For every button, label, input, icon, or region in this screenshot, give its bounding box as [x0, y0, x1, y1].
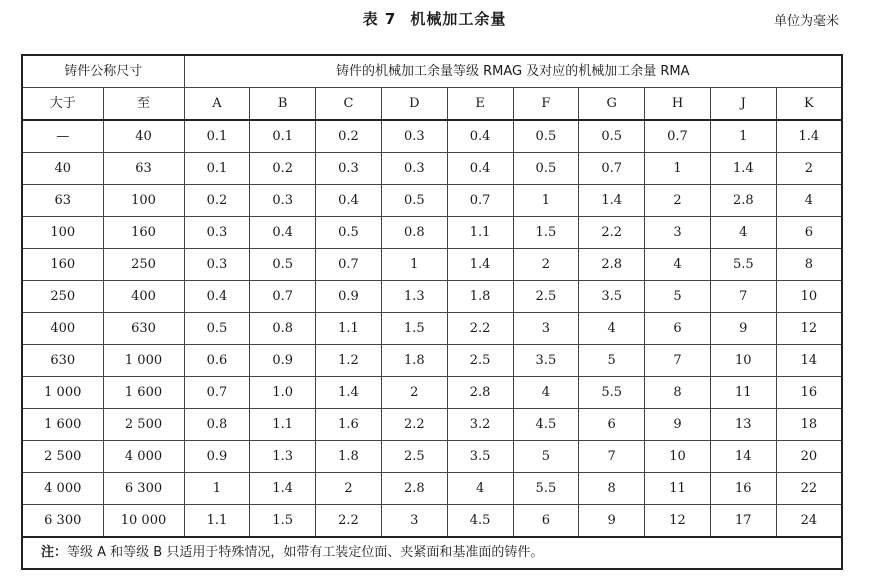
table-row	[22, 249, 842, 281]
size-to-cell: 4 000	[103, 441, 184, 473]
size-to-cell: 1 600	[103, 377, 184, 409]
table-row	[22, 441, 842, 473]
allowance-cell-f: 0.5	[513, 120, 579, 153]
allowance-cell-d: 0.3	[381, 120, 447, 153]
allowance-cell-j: 13	[710, 409, 776, 441]
grade-header-k: K	[776, 88, 842, 121]
allowance-cell-b: 1.4	[250, 473, 316, 505]
allowance-cell-g: 4	[579, 313, 645, 345]
allowance-cell-e: 0.7	[447, 185, 513, 217]
allowance-cell-f: 5	[513, 441, 579, 473]
allowance-cell-k: 2	[776, 153, 842, 185]
allowance-cell-j: 14	[710, 441, 776, 473]
allowance-cell-h: 12	[645, 505, 711, 538]
allowance-cell-c: 0.9	[316, 281, 382, 313]
grade-header-j: J	[710, 88, 776, 121]
allowance-cell-e: 2.2	[447, 313, 513, 345]
table-header	[22, 55, 842, 120]
allowance-cell-e: 2.8	[447, 377, 513, 409]
to-header: 至	[103, 88, 184, 121]
allowance-cell-g: 0.5	[579, 120, 645, 153]
allowance-cell-d: 2.8	[381, 473, 447, 505]
size-to-cell: 6 300	[103, 473, 184, 505]
size-to-cell: 2 500	[103, 409, 184, 441]
size-from-cell: 40	[22, 153, 103, 185]
allowance-cell-f: 0.5	[513, 153, 579, 185]
allowance-cell-j: 10	[710, 345, 776, 377]
table-row	[22, 345, 842, 377]
allowance-cell-j: 7	[710, 281, 776, 313]
allowance-cell-g: 8	[579, 473, 645, 505]
header-row-groups	[22, 55, 842, 88]
size-to-cell: 400	[103, 281, 184, 313]
allowance-cell-e: 1.1	[447, 217, 513, 249]
size-from-cell: 1 000	[22, 377, 103, 409]
allowance-cell-h: 0.7	[645, 120, 711, 153]
allowance-cell-c: 2	[316, 473, 382, 505]
allowance-cell-b: 0.7	[250, 281, 316, 313]
size-from-cell: 63	[22, 185, 103, 217]
allowance-cell-c: 1.8	[316, 441, 382, 473]
allowance-cell-f: 2.5	[513, 281, 579, 313]
allowance-cell-a: 0.1	[184, 120, 250, 153]
allowance-cell-d: 0.3	[381, 153, 447, 185]
grade-header-a: A	[184, 88, 250, 121]
allowance-cell-g: 0.7	[579, 153, 645, 185]
allowance-cell-h: 2	[645, 185, 711, 217]
allowance-cell-e: 0.4	[447, 153, 513, 185]
allowance-cell-a: 0.9	[184, 441, 250, 473]
allowance-cell-b: 0.5	[250, 249, 316, 281]
allowance-cell-a: 0.3	[184, 249, 250, 281]
allowance-cell-g: 2.2	[579, 217, 645, 249]
allowance-cell-f: 4	[513, 377, 579, 409]
from-header: 大于	[22, 88, 103, 121]
allowance-cell-d: 1.8	[381, 345, 447, 377]
size-to-cell: 160	[103, 217, 184, 249]
allowance-cell-d: 0.5	[381, 185, 447, 217]
allowance-cell-g: 2.8	[579, 249, 645, 281]
table-row	[22, 313, 842, 345]
size-to-cell: 63	[103, 153, 184, 185]
allowance-cell-k: 22	[776, 473, 842, 505]
table-row	[22, 473, 842, 505]
allowance-cell-d: 2.5	[381, 441, 447, 473]
allowance-cell-k: 16	[776, 377, 842, 409]
size-to-cell: 10 000	[103, 505, 184, 538]
allowance-cell-f: 1.5	[513, 217, 579, 249]
allowance-cell-c: 0.7	[316, 249, 382, 281]
table-title: 机械加工余量	[410, 10, 507, 28]
allowance-cell-d: 1.5	[381, 313, 447, 345]
allowance-cell-j: 5.5	[710, 249, 776, 281]
grade-header-d: D	[381, 88, 447, 121]
allowance-cell-h: 11	[645, 473, 711, 505]
allowance-cell-b: 0.1	[250, 120, 316, 153]
note-text: 等级 A 和等级 B 只适用于特殊情况，如带有工装定位面、夹紧面和基准面的铸件。	[67, 545, 544, 560]
table-note	[22, 537, 842, 569]
size-from-cell: —	[22, 120, 103, 153]
allowance-cell-b: 1.5	[250, 505, 316, 538]
size-to-cell: 100	[103, 185, 184, 217]
allowance-cell-d: 2	[381, 377, 447, 409]
allowance-cell-j: 1.4	[710, 153, 776, 185]
allowance-cell-k: 10	[776, 281, 842, 313]
allowance-cell-e: 2.5	[447, 345, 513, 377]
allowance-cell-f: 3.5	[513, 345, 579, 377]
allowance-cell-a: 1	[184, 473, 250, 505]
allowance-cell-b: 1.1	[250, 409, 316, 441]
allowance-cell-a: 0.5	[184, 313, 250, 345]
allowance-cell-g: 9	[579, 505, 645, 538]
allowance-cell-k: 8	[776, 249, 842, 281]
allowance-cell-a: 0.2	[184, 185, 250, 217]
allowance-cell-e: 1.4	[447, 249, 513, 281]
allowance-cell-b: 0.8	[250, 313, 316, 345]
allowance-cell-k: 14	[776, 345, 842, 377]
allowance-cell-j: 1	[710, 120, 776, 153]
allowance-cell-j: 4	[710, 217, 776, 249]
size-from-cell: 160	[22, 249, 103, 281]
table-caption	[0, 8, 869, 29]
table-row	[22, 120, 842, 153]
allowance-cell-c: 1.2	[316, 345, 382, 377]
grade-header-b: B	[250, 88, 316, 121]
size-from-cell: 4 000	[22, 473, 103, 505]
allowance-cell-a: 1.1	[184, 505, 250, 538]
allowance-cell-j: 11	[710, 377, 776, 409]
allowance-cell-h: 9	[645, 409, 711, 441]
allowance-cell-h: 7	[645, 345, 711, 377]
allowance-cell-g: 3.5	[579, 281, 645, 313]
allowance-cell-g: 6	[579, 409, 645, 441]
allowance-cell-b: 1.0	[250, 377, 316, 409]
allowance-cell-k: 20	[776, 441, 842, 473]
allowance-cell-b: 0.9	[250, 345, 316, 377]
allowance-cell-a: 0.4	[184, 281, 250, 313]
allowance-cell-f: 1	[513, 185, 579, 217]
size-from-cell: 2 500	[22, 441, 103, 473]
allowance-cell-h: 6	[645, 313, 711, 345]
note-label: 注：	[41, 545, 68, 560]
allowance-cell-b: 0.3	[250, 185, 316, 217]
table-number: 表 7	[362, 10, 397, 28]
allowance-cell-a: 0.1	[184, 153, 250, 185]
allowance-cell-e: 3.2	[447, 409, 513, 441]
allowance-cell-d: 3	[381, 505, 447, 538]
allowance-cell-g: 5.5	[579, 377, 645, 409]
allowance-cell-c: 1.6	[316, 409, 382, 441]
grade-header-h: H	[645, 88, 711, 121]
allowance-cell-g: 1.4	[579, 185, 645, 217]
table-row	[22, 217, 842, 249]
allowance-cell-k: 12	[776, 313, 842, 345]
table-row	[22, 281, 842, 313]
allowance-cell-e: 1.8	[447, 281, 513, 313]
size-to-cell: 630	[103, 313, 184, 345]
allowance-cell-d: 1	[381, 249, 447, 281]
allowance-cell-k: 24	[776, 505, 842, 538]
allowance-cell-k: 18	[776, 409, 842, 441]
grade-header-c: C	[316, 88, 382, 121]
size-from-cell: 630	[22, 345, 103, 377]
allowance-cell-c: 0.3	[316, 153, 382, 185]
allowance-cell-h: 3	[645, 217, 711, 249]
size-to-cell: 40	[103, 120, 184, 153]
allowance-cell-b: 0.4	[250, 217, 316, 249]
header-row-grades	[22, 88, 842, 121]
allowance-cell-e: 4	[447, 473, 513, 505]
allowance-cell-f: 5.5	[513, 473, 579, 505]
allowance-cell-b: 0.2	[250, 153, 316, 185]
size-to-cell: 1 000	[103, 345, 184, 377]
grade-header-g: G	[579, 88, 645, 121]
size-from-cell: 250	[22, 281, 103, 313]
allowance-cell-c: 0.4	[316, 185, 382, 217]
allowance-cell-k: 4	[776, 185, 842, 217]
allowance-cell-f: 4.5	[513, 409, 579, 441]
allowance-cell-e: 3.5	[447, 441, 513, 473]
allowance-cell-f: 2	[513, 249, 579, 281]
allowance-cell-d: 2.2	[381, 409, 447, 441]
allowance-cell-f: 6	[513, 505, 579, 538]
allowance-cell-d: 0.8	[381, 217, 447, 249]
allowance-cell-e: 4.5	[447, 505, 513, 538]
unit-label: 单位为毫米	[773, 14, 839, 29]
allowance-cell-j: 17	[710, 505, 776, 538]
table-row	[22, 409, 842, 441]
table-row	[22, 377, 842, 409]
size-from-cell: 400	[22, 313, 103, 345]
grade-group-header: 铸件的机械加工余量等级 RMAG 及对应的机械加工余量 RMA	[184, 55, 842, 88]
allowance-cell-g: 7	[579, 441, 645, 473]
machining-allowance-table	[21, 54, 843, 570]
allowance-cell-c: 1.4	[316, 377, 382, 409]
allowance-cell-a: 0.3	[184, 217, 250, 249]
allowance-cell-h: 5	[645, 281, 711, 313]
allowance-cell-c: 0.2	[316, 120, 382, 153]
allowance-cell-c: 1.1	[316, 313, 382, 345]
allowance-cell-j: 16	[710, 473, 776, 505]
table-row	[22, 505, 842, 538]
allowance-cell-h: 1	[645, 153, 711, 185]
table-row	[22, 185, 842, 217]
size-from-cell: 1 600	[22, 409, 103, 441]
table-body	[22, 120, 842, 537]
size-group-header: 铸件公称尺寸	[22, 55, 184, 88]
allowance-cell-a: 0.8	[184, 409, 250, 441]
allowance-cell-h: 10	[645, 441, 711, 473]
allowance-cell-c: 0.5	[316, 217, 382, 249]
grade-header-f: F	[513, 88, 579, 121]
allowance-cell-h: 8	[645, 377, 711, 409]
allowance-cell-j: 2.8	[710, 185, 776, 217]
table-row	[22, 153, 842, 185]
allowance-cell-k: 6	[776, 217, 842, 249]
allowance-cell-a: 0.6	[184, 345, 250, 377]
allowance-cell-j: 9	[710, 313, 776, 345]
allowance-cell-k: 1.4	[776, 120, 842, 153]
allowance-cell-e: 0.4	[447, 120, 513, 153]
allowance-cell-b: 1.3	[250, 441, 316, 473]
allowance-cell-c: 2.2	[316, 505, 382, 538]
allowance-cell-a: 0.7	[184, 377, 250, 409]
allowance-cell-g: 5	[579, 345, 645, 377]
allowance-cell-f: 3	[513, 313, 579, 345]
allowance-cell-h: 4	[645, 249, 711, 281]
size-to-cell: 250	[103, 249, 184, 281]
size-from-cell: 6 300	[22, 505, 103, 538]
grade-header-e: E	[447, 88, 513, 121]
allowance-cell-d: 1.3	[381, 281, 447, 313]
table-note-row	[22, 537, 842, 569]
size-from-cell: 100	[22, 217, 103, 249]
